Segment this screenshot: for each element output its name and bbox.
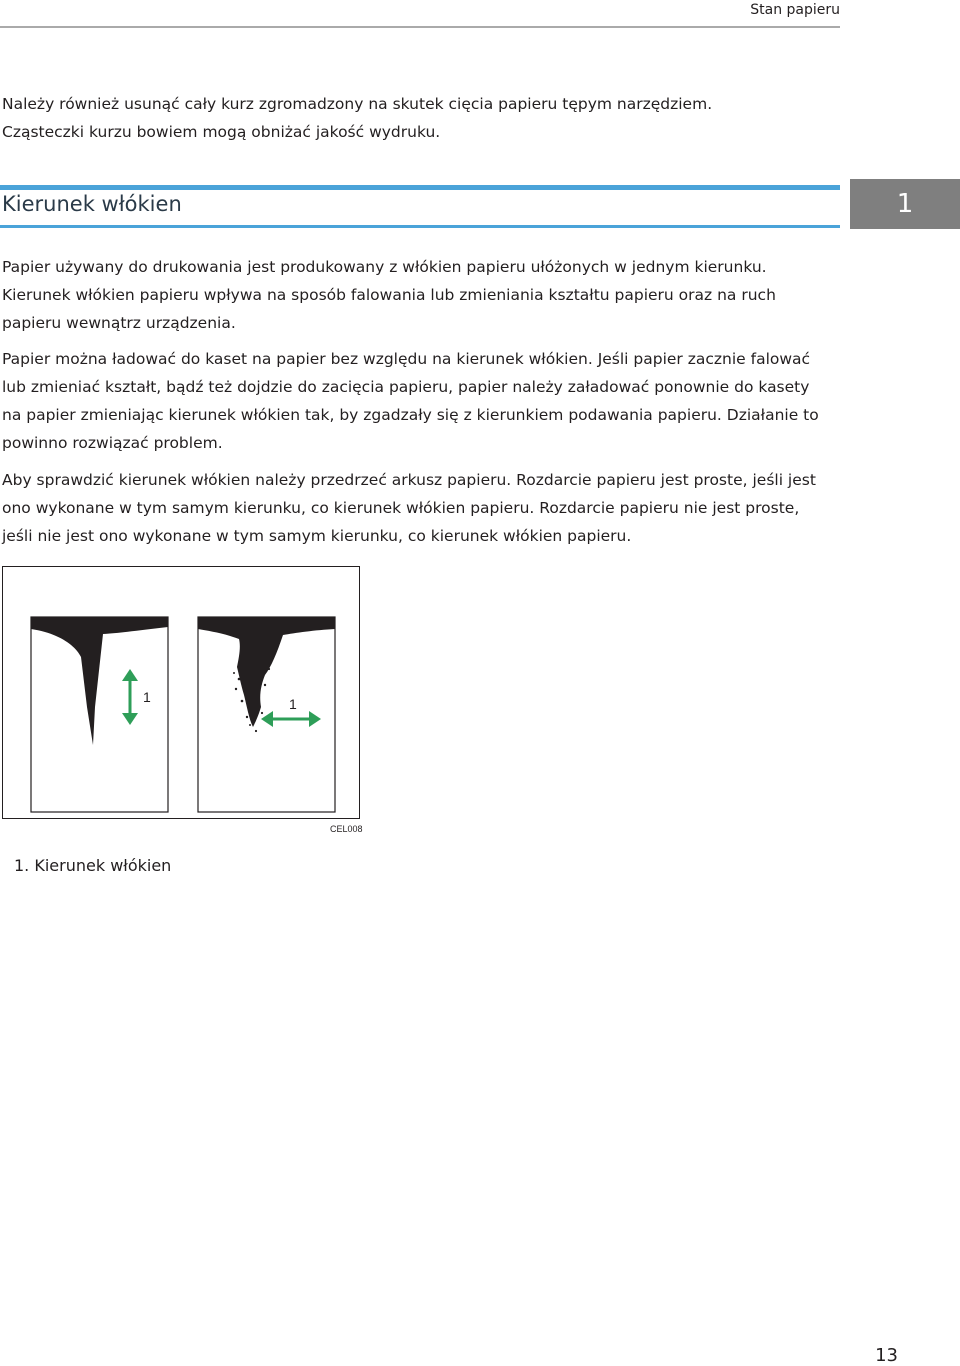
section-bar-top <box>0 185 840 190</box>
running-header-title: Stan papieru <box>750 2 840 18</box>
header-rule <box>0 26 840 28</box>
page-number: 13 <box>875 1345 898 1366</box>
intro-line-1: Należy również usunąć cały kurz zgromadzony na skutek cięcia papieru tępym narzędziem. <box>2 95 713 113</box>
left-callout-label: 1 <box>143 689 151 705</box>
paragraph-grain-intro: Papier używany do drukowania jest produkowany z włókien papieru ułóżonych w jednym kierunku. Kierunek włókien papieru wpływa na sposób falowania lub zmieniania kształtu papieru oraz na ruch papieru wewnątrz urządzenia. <box>2 258 776 332</box>
section-title: Kierunek włókien <box>2 192 182 216</box>
paragraph-tear-test: Aby sprawdzić kierunek włókien należy przedrzeć arkusz papieru. Rozdarcie papieru jest proste, jeśli jest ono wykonane w tym samym kierunku, co kierunek włókien papieru. Rozdarcie papieru nie jest proste, jeśli nie jest ono wykonane w tym samym kierunku, co kierunek włókien papieru. <box>2 471 816 545</box>
intro-line-2: Cząsteczki kurzu bowiem mogą obniżać jakość wydruku. <box>2 123 441 141</box>
grain-direction-figure <box>2 566 360 819</box>
section-bar-bottom <box>0 225 840 228</box>
intro-text <box>2 90 822 146</box>
figure-illustration <box>3 567 361 820</box>
chapter-number: 1 <box>896 189 914 219</box>
right-callout-label: 1 <box>289 696 297 712</box>
chapter-tab <box>850 179 960 229</box>
figure-caption: 1. Kierunek włókien <box>14 856 172 875</box>
figure-code: CEL008 <box>330 824 363 834</box>
paragraph-loading: Papier można ładować do kaset na papier bez względu na kierunek włókien. Jeśli papier zacznie falować lub zmieniać kształt, bądź też dojdzie do zacięcia papieru, papier należy załadować ponownie do kasety na papier zmieniając kierunek włókien tak, by zgadzały się z kierunkiem podawania papieru. Działanie to powinno rozwiązać problem. <box>2 350 819 452</box>
